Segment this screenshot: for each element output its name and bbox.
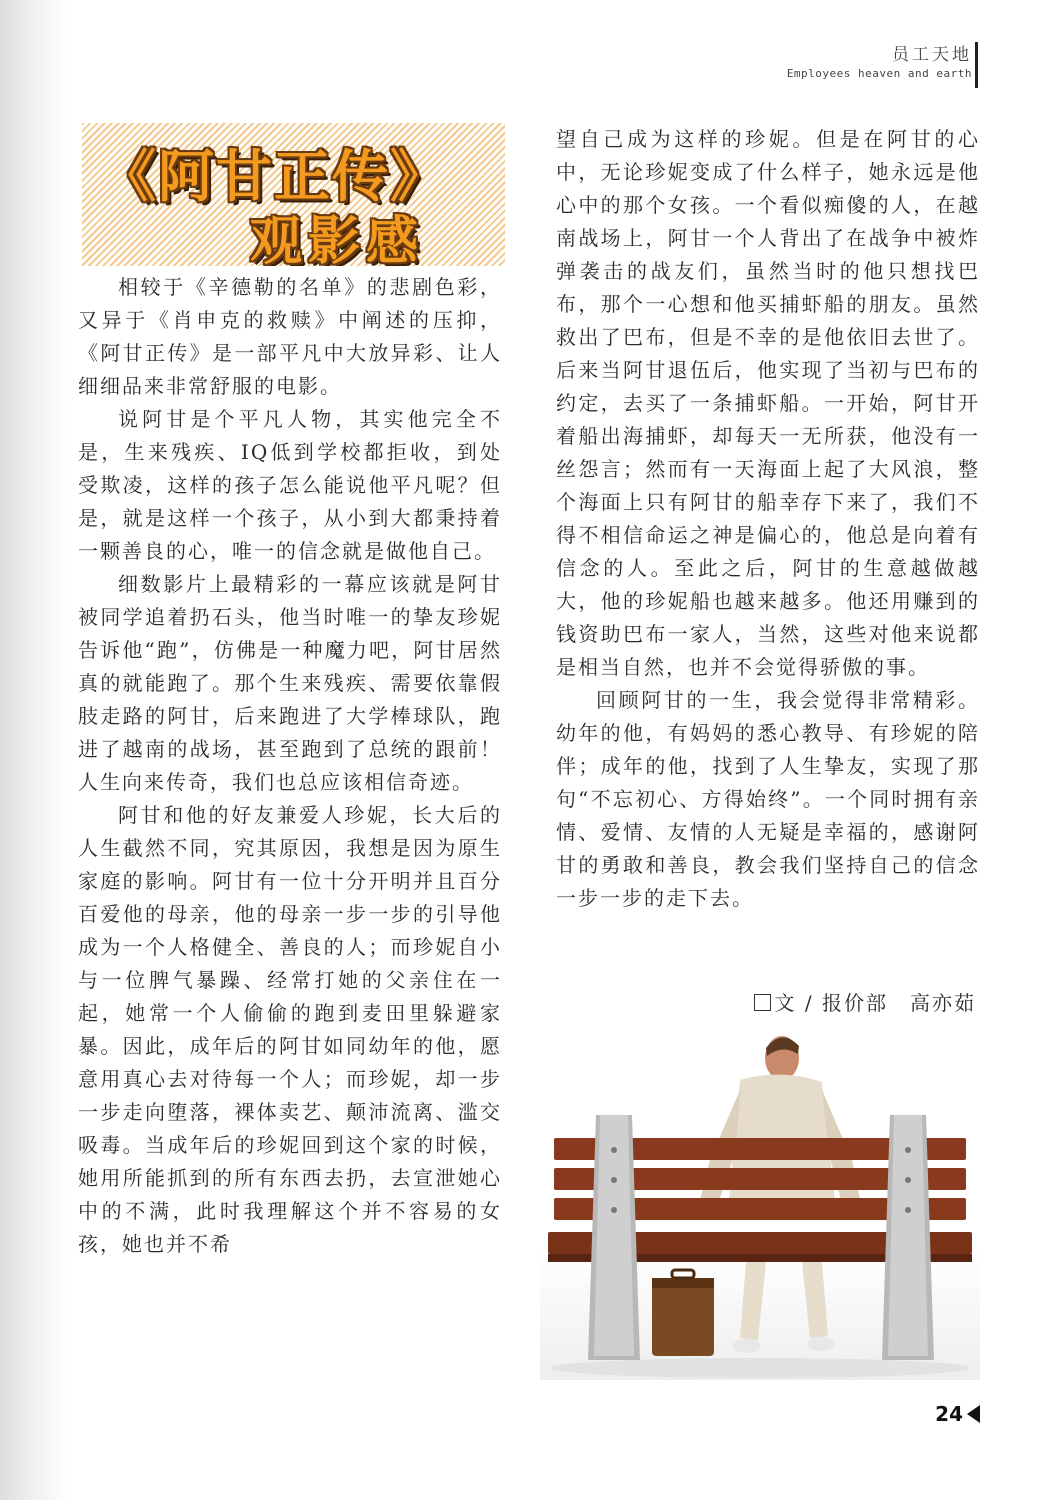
header-divider [975, 42, 978, 88]
byline-box-icon [754, 994, 771, 1011]
article-paragraph: 相较于《辛德勒的名单》的悲剧色彩，又异于《肖申克的救赎》中阐述的压抑，《阿甘正传》是一部平凡中大放异彩、让人细细品来非常舒服的电影。 [78, 275, 502, 398]
article-paragraph: 阿甘和他的好友兼爱人珍妮，长大后的人生截然不同，究其原因，我想是因为原生家庭的影响。阿甘有一位十分开明并且百分百爱他的母亲，他的母亲一步一步的引导他成为一个人格健全、善良的人；而珍妮自小与一位脾气暴躁、经常打她的父亲住在一起，她常一个人偷偷的跑到麦田里躲避家暴。因此，成年后的阿甘如同幼年的他，愿意用真心去对待每一个人；而珍妮，却一步一步走向堕落，裸体卖艺、颠沛流离、滥交吸毒。当成年后的珍妮回到这个家的时候，她用所能抓到的所有东西去扔，去宣泄她心中的不满，此时我理解这个并不容易的女孩，她也并不希 [78, 803, 502, 1256]
article-paragraph-continued: 望自己成为这样的珍妮。但是在阿甘的心中，无论珍妮变成了什么样子，她永远是他心中的那个女孩。一个看似痴傻的人，在越南战场上，阿甘一个人背出了在战争中被炸弹袭击的战友们，虽然当时的他只想找巴布，那个一心想和他买捕虾船的朋友。虽然救出了巴布，但是不幸的是他依旧去世了。后来当阿甘退伍后，他实现了当初与巴布的约定，去买了一条捕虾船。一开始，阿甘开着船出海捕虾，却每天一无所获，他没有一丝怨言；然而有一天海面上起了大风浪，整个海面上只有阿甘的船幸存下来了，我们不得不相信命运之神是偏心的，他总是向着有信念的人。至此之后，阿甘的生意越做越大，他的珍妮船也越来越多。他还用赚到的钱资助巴布一家人，当然，这些对他来说都是相当自然，也并不会觉得骄傲的事。 [556, 127, 980, 679]
section-title-cn: 员工天地 [892, 45, 972, 65]
article-title-block [82, 123, 505, 266]
article-paragraph: 细数影片上最精彩的一幕应该就是阿甘被同学追着扔石头，他当时唯一的挚友珍妮告诉他“跑”，仿佛是一种魔力吧，阿甘居然真的就能跑了。那个生来残疾、需要依靠假肢走路的阿甘，后来跑进了大学棒球队，跑进了越南的战场，甚至跑到了总统的跟前！人生向来传奇，我们也总应该相信奇迹。 [78, 572, 502, 794]
triangle-left-icon [967, 1405, 980, 1423]
byline-text: 文 / 报价部 高亦茹 [774, 991, 976, 1015]
page-spine-shadow [0, 0, 70, 1500]
section-title-en: Employees heaven and earth [786, 67, 972, 80]
article-column-right [556, 123, 980, 915]
page-number [935, 1402, 980, 1426]
article-byline [754, 987, 976, 1016]
page-number-text: 24 [935, 1402, 963, 1426]
article-title-line1: 《阿甘正传》 [100, 145, 448, 210]
article-paragraph: 回顾阿甘的一生，我会觉得非常精彩。幼年的他，有妈妈的悉心教导、有珍妮的陪伴；成年的他，找到了人生挚友，实现了那句“不忘初心、方得始终”。一个同时拥有亲情、爱情、友情的人无疑是幸福的，感谢阿甘的勇敢和善良，教会我们坚持自己的信念一步一步的走下去。 [556, 688, 980, 910]
article-title-line2: 观影感 [250, 212, 425, 266]
bench-photo [540, 1020, 980, 1380]
article-paragraph: 说阿甘是个平凡人物，其实他完全不是，生来残疾、IQ低到学校都拒收，到处受欺凌，这样的孩子怎么能说他平凡呢？但是，就是这样一个孩子，从小到大都秉持着一颗善良的心，唯一的信念就是做他自己。 [78, 407, 502, 563]
article-column-left [78, 271, 502, 1261]
section-header [787, 44, 972, 82]
